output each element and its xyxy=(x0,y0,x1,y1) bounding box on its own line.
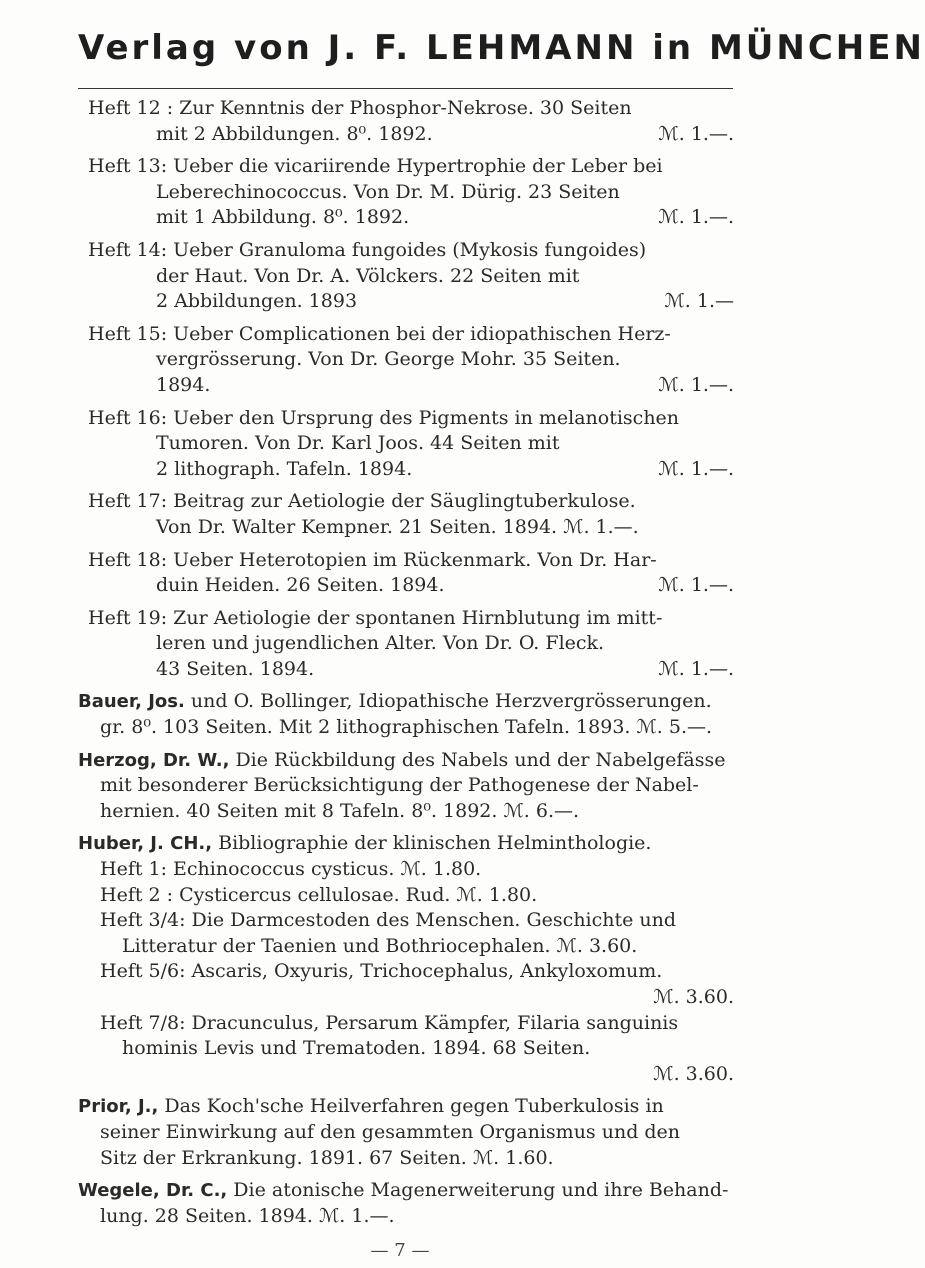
price: ℳ. 1.—. xyxy=(658,457,734,480)
entry-line: Heft 12 : Zur Kenntnis der Phosphor-Nekrose. 30 Seiten xyxy=(88,97,632,119)
catalog-entries xyxy=(78,96,734,1229)
author-name: Huber, J. CH., xyxy=(78,833,213,855)
entry-line: Heft 3/4: Die Darmcestoden des Menschen. Geschichte und xyxy=(100,909,677,932)
entry-line: Die atonische Magenerweiterung und ihre Behand- xyxy=(233,1179,729,1202)
author-name: Herzog, Dr. W., xyxy=(78,749,230,771)
entry-line: 1894. xyxy=(156,373,211,396)
entry-line: Heft 1: Echinococcus cysticus. ℳ. 1.80. xyxy=(100,858,482,881)
entry-herzog xyxy=(78,748,734,825)
entry-line: lung. 28 Seiten. 1894. ℳ. 1.—. xyxy=(100,1204,395,1227)
entry-heft-16 xyxy=(78,406,734,483)
author-name: Prior, J., xyxy=(78,1096,159,1118)
entry-line: Heft 14: Ueber Granuloma fungoides (Mykosis fungoides) xyxy=(88,238,647,261)
entry-line: Heft 15: Ueber Complicationen bei der idiopathischen Herz- xyxy=(88,322,671,345)
entry-line: Die Rückbildung des Nabels und der Nabelgefässe xyxy=(235,748,726,771)
entry-heft-14 xyxy=(78,238,734,315)
entry-heft-17 xyxy=(78,489,734,540)
entry-line: duin Heiden. 26 Seiten. 1894. xyxy=(156,574,445,597)
entry-line: Heft 2 : Cysticercus cellulosae. Rud. ℳ. 1.80. xyxy=(100,883,538,906)
entry-line: 2 Abbildungen. 1893 xyxy=(156,290,358,313)
entry-line: Das Koch'sche Heilverfahren gegen Tuberkulosis in xyxy=(164,1095,664,1118)
entry-line: Heft 17: Beitrag zur Aetiologie der Säuglingtuberkulose. xyxy=(88,490,636,513)
entry-line: vergrösserung. Von Dr. George Mohr. 35 Seiten. xyxy=(156,348,621,371)
entry-line: gr. 8⁰. 103 Seiten. Mit 2 lithographischen Tafeln. 1893. ℳ. 5.—. xyxy=(100,716,713,739)
price: ℳ. 1.—. xyxy=(658,373,734,396)
entry-line: Heft 13: Ueber die vicariirende Hypertrophie der Leber bei xyxy=(88,155,663,178)
price: ℳ. 3.60. xyxy=(653,986,734,1008)
author-name: Bauer, Jos. xyxy=(78,691,185,713)
page-number: — 7 — xyxy=(370,1240,430,1261)
entry-line: Heft 5/6: Ascaris, Oxyuris, Trichocephalus, Ankyloxomum. xyxy=(100,960,663,983)
header-rule xyxy=(78,88,733,89)
entry-bauer xyxy=(78,689,734,740)
entry-line: 43 Seiten. 1894. xyxy=(156,657,315,680)
entry-line: hominis Levis und Trematoden. 1894. 68 Seiten. xyxy=(122,1037,591,1060)
entry-heft-13 xyxy=(78,154,734,231)
entry-line: leren und jugendlichen Alter. Von Dr. O. Fleck. xyxy=(156,632,605,655)
entry-heft-19 xyxy=(78,606,734,683)
entry-line: Heft 19: Zur Aetiologie der spontanen Hirnblutung im mitt- xyxy=(88,606,663,629)
entry-heft-15 xyxy=(78,322,734,399)
entry-prior xyxy=(78,1094,734,1171)
entry-wegele xyxy=(78,1178,734,1229)
entry-line: Litteratur der Taenien und Bothriocephalen. ℳ. 3.60. xyxy=(122,934,638,957)
entry-line: der Haut. Von Dr. A. Völckers. 22 Seiten mit xyxy=(156,264,580,287)
price: ℳ. 1.—. xyxy=(658,122,734,145)
entry-line: mit 1 Abbildung. 8⁰. 1892. xyxy=(156,206,410,229)
entry-line: 2 lithograph. Tafeln. 1894. xyxy=(156,457,413,480)
entry-line: und O. Bollinger, Idiopathische Herzvergrösserungen. xyxy=(190,690,712,713)
entry-line: Heft 16: Ueber den Ursprung des Pigments in melanotischen xyxy=(88,406,680,429)
entry-line: Leberechinococcus. Von Dr. M. Dürig. 23 Seiten xyxy=(156,180,620,203)
entry-heft-18 xyxy=(78,548,734,599)
entry-line: Tumoren. Von Dr. Karl Joos. 44 Seiten mit xyxy=(156,432,560,455)
entry-line: Bibliographie der klinischen Helminthologie. xyxy=(218,832,652,855)
entry-line: Von Dr. Walter Kempner. 21 Seiten. 1894. ℳ. 1.—. xyxy=(156,515,639,538)
entry-line: mit besonderer Berücksichtigung der Pathogenese der Nabel- xyxy=(100,774,699,797)
entry-line: Heft 7/8: Dracunculus, Persarum Kämpfer, Filaria sanguinis xyxy=(100,1011,679,1034)
entry-line: Heft 18: Ueber Heterotopien im Rückenmark. Von Dr. Har- xyxy=(88,548,657,571)
price: ℳ. 1.—. xyxy=(658,657,734,680)
entry-line: mit 2 Abbildungen. 8⁰. 1892. xyxy=(156,122,433,145)
entry-line: Sitz der Erkrankung. 1891. 67 Seiten. ℳ. 1.60. xyxy=(100,1146,554,1169)
price: ℳ. 1.—. xyxy=(658,206,734,229)
entry-heft-12 xyxy=(78,96,734,147)
entry-line: seiner Einwirkung auf den gesammten Organismus und den xyxy=(100,1120,681,1143)
price: ℳ. 3.60. xyxy=(653,1062,734,1085)
price: ℳ. 1.—. xyxy=(658,574,734,597)
price: ℳ. 1.— xyxy=(664,290,734,313)
entry-huber xyxy=(78,831,734,1087)
author-name: Wegele, Dr. C., xyxy=(78,1180,228,1202)
entry-line: hernien. 40 Seiten mit 8 Tafeln. 8⁰. 1892. ℳ. 6.—. xyxy=(100,799,580,822)
publisher-header: Verlag von J. F. LEHMANN in MÜNCHEN xyxy=(78,28,925,68)
